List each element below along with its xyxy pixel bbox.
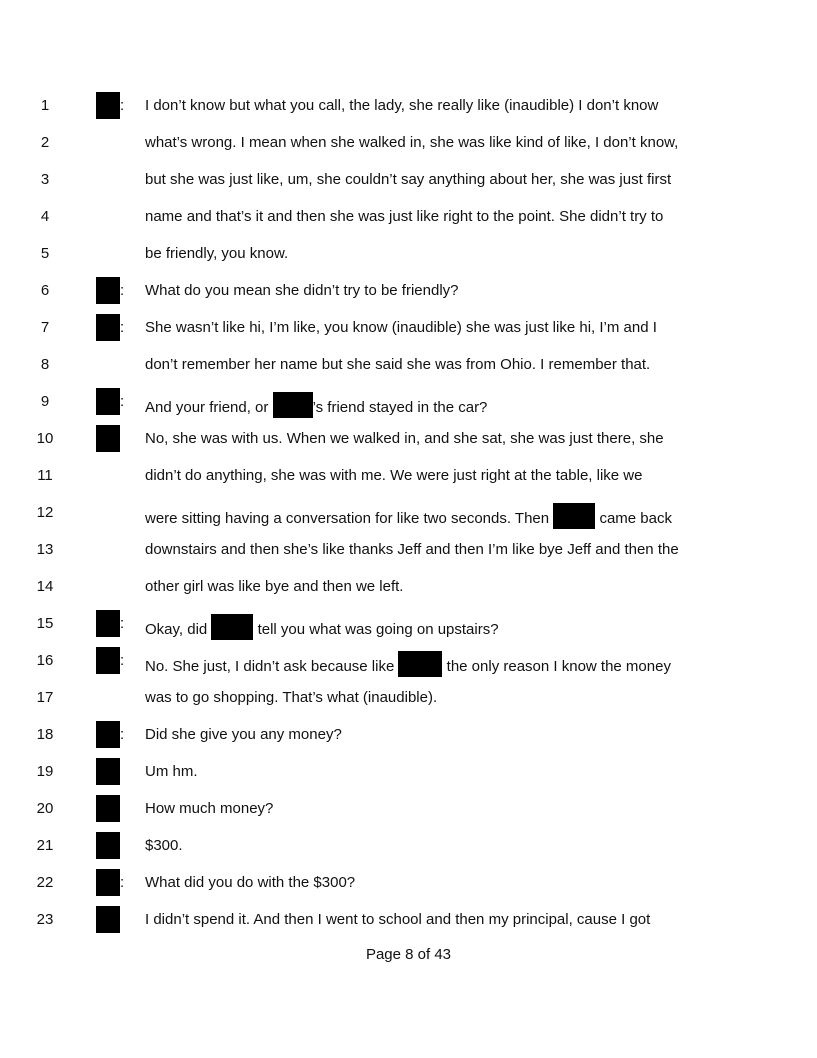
- redacted-speaker: [96, 647, 125, 674]
- transcript-line: [0, 277, 817, 305]
- line-number: 8: [40, 356, 50, 373]
- line-number: 1: [40, 97, 50, 114]
- redaction-box: [96, 832, 120, 859]
- line-text: I didn’t spend it. And then I went to school and then my principal, cause I got: [145, 911, 651, 928]
- speaker-colon: :: [120, 615, 125, 632]
- redacted-speaker: [96, 721, 125, 748]
- redaction-box: [273, 392, 313, 418]
- line-text-part: came back: [599, 510, 672, 527]
- line-text: was to go shopping. That’s what (inaudible).: [145, 689, 438, 706]
- transcript-line: [0, 721, 817, 749]
- line-number: 10: [36, 430, 54, 447]
- redaction-box: [96, 425, 120, 452]
- line-number: 7: [40, 319, 50, 336]
- line-text: I don’t know but what you call, the lady, she really like (inaudible) I don’t know: [145, 97, 659, 114]
- line-number: 15: [36, 615, 54, 632]
- transcript-line: [0, 832, 817, 860]
- line-text: what’s wrong. I mean when she walked in, she was like kind of like, I don’t know,: [145, 134, 679, 151]
- transcript-line: [0, 758, 817, 786]
- speaker-colon: :: [120, 393, 125, 410]
- transcript-line: [0, 462, 817, 490]
- redacted-speaker: [96, 832, 122, 859]
- transcript-line: [0, 203, 817, 231]
- redaction-box: [553, 503, 595, 529]
- redacted-speaker: [96, 610, 125, 637]
- speaker-colon: :: [120, 319, 125, 336]
- redacted-speaker: [96, 277, 125, 304]
- line-number: 17: [36, 689, 54, 706]
- line-text: downstairs and then she’s like thanks Jeff and then I’m like bye Jeff and then the: [145, 541, 679, 558]
- transcript-line: [0, 573, 817, 601]
- line-text-part: And your friend, or: [145, 399, 269, 416]
- transcript-line: [0, 166, 817, 194]
- line-number: 9: [40, 393, 50, 410]
- line-number: 2: [40, 134, 50, 151]
- line-number: 16: [36, 652, 54, 669]
- line-text: [145, 651, 671, 677]
- redacted-speaker: [96, 425, 122, 452]
- line-text-part: were sitting having a conversation for like two seconds. Then: [145, 510, 550, 527]
- transcript-line: [0, 129, 817, 157]
- redaction-box: [96, 721, 120, 748]
- transcript-line: [0, 425, 817, 453]
- line-number: 5: [40, 245, 50, 262]
- line-number: 22: [36, 874, 54, 891]
- redacted-speaker: [96, 314, 125, 341]
- redaction-box: [96, 92, 120, 119]
- line-number: 14: [36, 578, 54, 595]
- line-text: [145, 503, 672, 529]
- redaction-box: [96, 906, 120, 933]
- line-text: How much money?: [145, 800, 274, 817]
- line-text-part: tell you what was going on upstairs?: [257, 621, 499, 638]
- line-text: but she was just like, um, she couldn’t say anything about her, she was just first: [145, 171, 672, 188]
- redaction-box: [96, 647, 120, 674]
- line-text: [145, 614, 499, 640]
- line-text: What did you do with the $300?: [145, 874, 356, 891]
- redacted-speaker: [96, 92, 125, 119]
- line-number: 3: [40, 171, 50, 188]
- speaker-colon: :: [120, 652, 125, 669]
- page-number: Page 8 of 43: [365, 946, 452, 963]
- redaction-box: [96, 758, 120, 785]
- redaction-box: [96, 869, 120, 896]
- line-number: 21: [36, 837, 54, 854]
- redaction-box: [96, 314, 120, 341]
- transcript-line: [0, 314, 817, 342]
- transcript-line: [0, 240, 817, 268]
- redacted-speaker: [96, 869, 125, 896]
- line-text: didn’t do anything, she was with me. We were just right at the table, like we: [145, 467, 643, 484]
- line-text: Did she give you any money?: [145, 726, 342, 743]
- speaker-colon: :: [120, 726, 125, 743]
- transcript-line: [0, 351, 817, 379]
- transcript-line: [0, 795, 817, 823]
- transcript-line: [0, 92, 817, 120]
- transcript-line: [0, 647, 817, 675]
- redacted-speaker: [96, 758, 122, 785]
- speaker-colon: :: [120, 282, 125, 299]
- line-text-part: Okay, did: [145, 621, 208, 638]
- redaction-box: [96, 795, 120, 822]
- transcript-line: [0, 536, 817, 564]
- transcript-line: [0, 499, 817, 527]
- line-text: name and that’s it and then she was just like right to the point. She didn’t try to: [145, 208, 664, 225]
- line-text: What do you mean she didn’t try to be friendly?: [145, 282, 459, 299]
- line-text-part: ’s friend stayed in the car?: [312, 399, 488, 416]
- line-text: No, she was with us. When we walked in, and she sat, she was just there, she: [145, 430, 664, 447]
- redaction-box: [96, 610, 120, 637]
- line-text: $300.: [145, 837, 183, 854]
- transcript-line: [0, 906, 817, 934]
- line-number: 11: [37, 467, 53, 484]
- redaction-box: [211, 614, 253, 640]
- line-text: be friendly, you know.: [145, 245, 289, 262]
- line-number: 4: [40, 208, 50, 225]
- transcript-line: [0, 869, 817, 897]
- speaker-colon: :: [120, 97, 125, 114]
- redaction-box: [96, 388, 120, 415]
- redacted-speaker: [96, 906, 122, 933]
- line-number: 6: [40, 282, 50, 299]
- redacted-speaker: [96, 795, 122, 822]
- transcript-line: [0, 388, 817, 416]
- transcript-line: [0, 684, 817, 712]
- line-text: She wasn’t like hi, I’m like, you know (inaudible) she was just like hi, I’m and I: [145, 319, 657, 336]
- line-text-part: the only reason I know the money: [446, 658, 671, 675]
- transcript-line: [0, 610, 817, 638]
- redaction-box: [96, 277, 120, 304]
- line-number: 20: [36, 800, 54, 817]
- line-text: Um hm.: [145, 763, 198, 780]
- redacted-speaker: [96, 388, 125, 415]
- line-number: 13: [36, 541, 54, 558]
- line-text: other girl was like bye and then we left.: [145, 578, 404, 595]
- speaker-colon: :: [120, 874, 125, 891]
- line-number: 23: [36, 911, 54, 928]
- line-number: 19: [36, 763, 54, 780]
- redaction-box: [398, 651, 442, 677]
- line-text-part: No. She just, I didn’t ask because like: [145, 658, 395, 675]
- line-text: don’t remember her name but she said she was from Ohio. I remember that.: [145, 356, 651, 373]
- line-number: 12: [36, 504, 54, 521]
- line-number: 18: [36, 726, 54, 743]
- line-text: [145, 392, 487, 418]
